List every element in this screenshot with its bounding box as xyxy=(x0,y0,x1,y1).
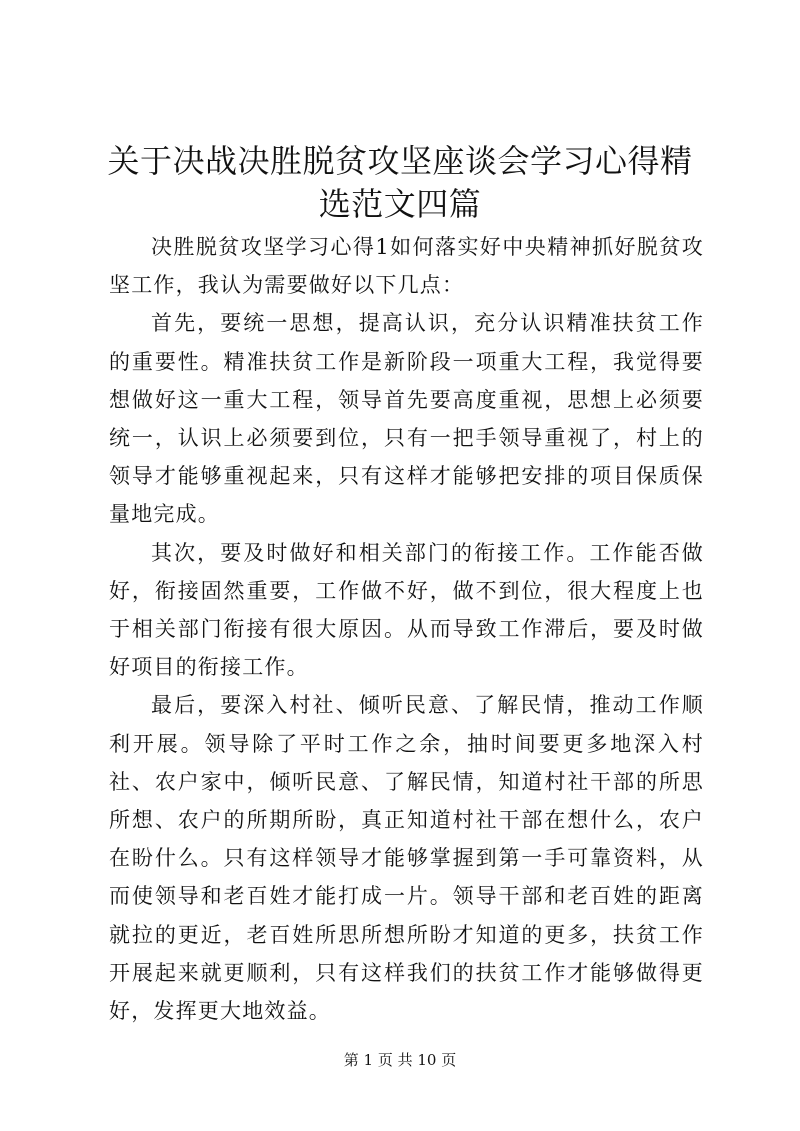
paragraph-third-point: 最后，要深入村社、倾听民意、了解民情，推动工作顺利开展。领导除了平时工作之余，抽时间要更多地深入村社、农户家中，倾听民意、了解民情，知道村社干部的所思所想、农户的所期所盼，真正知道村社干部在想什么，农户在盼什么。只有这样领导才能够掌握到第一手可靠资料，从而使领导和老百姓才能打成一片。领导干部和老百姓的距离就拉的更近，老百姓所思所想所盼才知道的更多，扶贫工作开展起来就更顺利，只有这样我们的扶贫工作才能够做得更好，发挥更大地效益。 xyxy=(109,693,704,1024)
paragraph-first-point: 首先，要统一思想，提高认识，充分认识精准扶贫工作的重要性。精准扶贫工作是新阶段一项重大工程，我觉得要想做好这一重大工程，领导首先要高度重视，思想上必须要统一，认识上必须要到位，只有一把手领导重视了，村上的领导才能够重视起来，只有这样才能够把安排的项目保质保量地完成。 xyxy=(109,311,704,527)
page-footer: 第 1 页 共 10 页 xyxy=(343,1051,457,1069)
paragraph-intro: 决胜脱贫攻坚学习心得1如何落实好中央精神抓好脱贫攻坚工作，我认为需要做好以下几点： xyxy=(109,235,704,298)
paragraph-second-point: 其次，要及时做好和相关部门的衔接工作。工作能否做好，衔接固然重要，工作做不好，做不到位，很大程度上也于相关部门衔接有很大原因。从而导致工作滞后，要及时做好项目的衔接工作。 xyxy=(109,540,704,680)
document-title: 关于决战决胜脱贫攻坚座谈会学习心得精选范文四篇 xyxy=(107,142,693,223)
document-body xyxy=(109,228,704,1030)
